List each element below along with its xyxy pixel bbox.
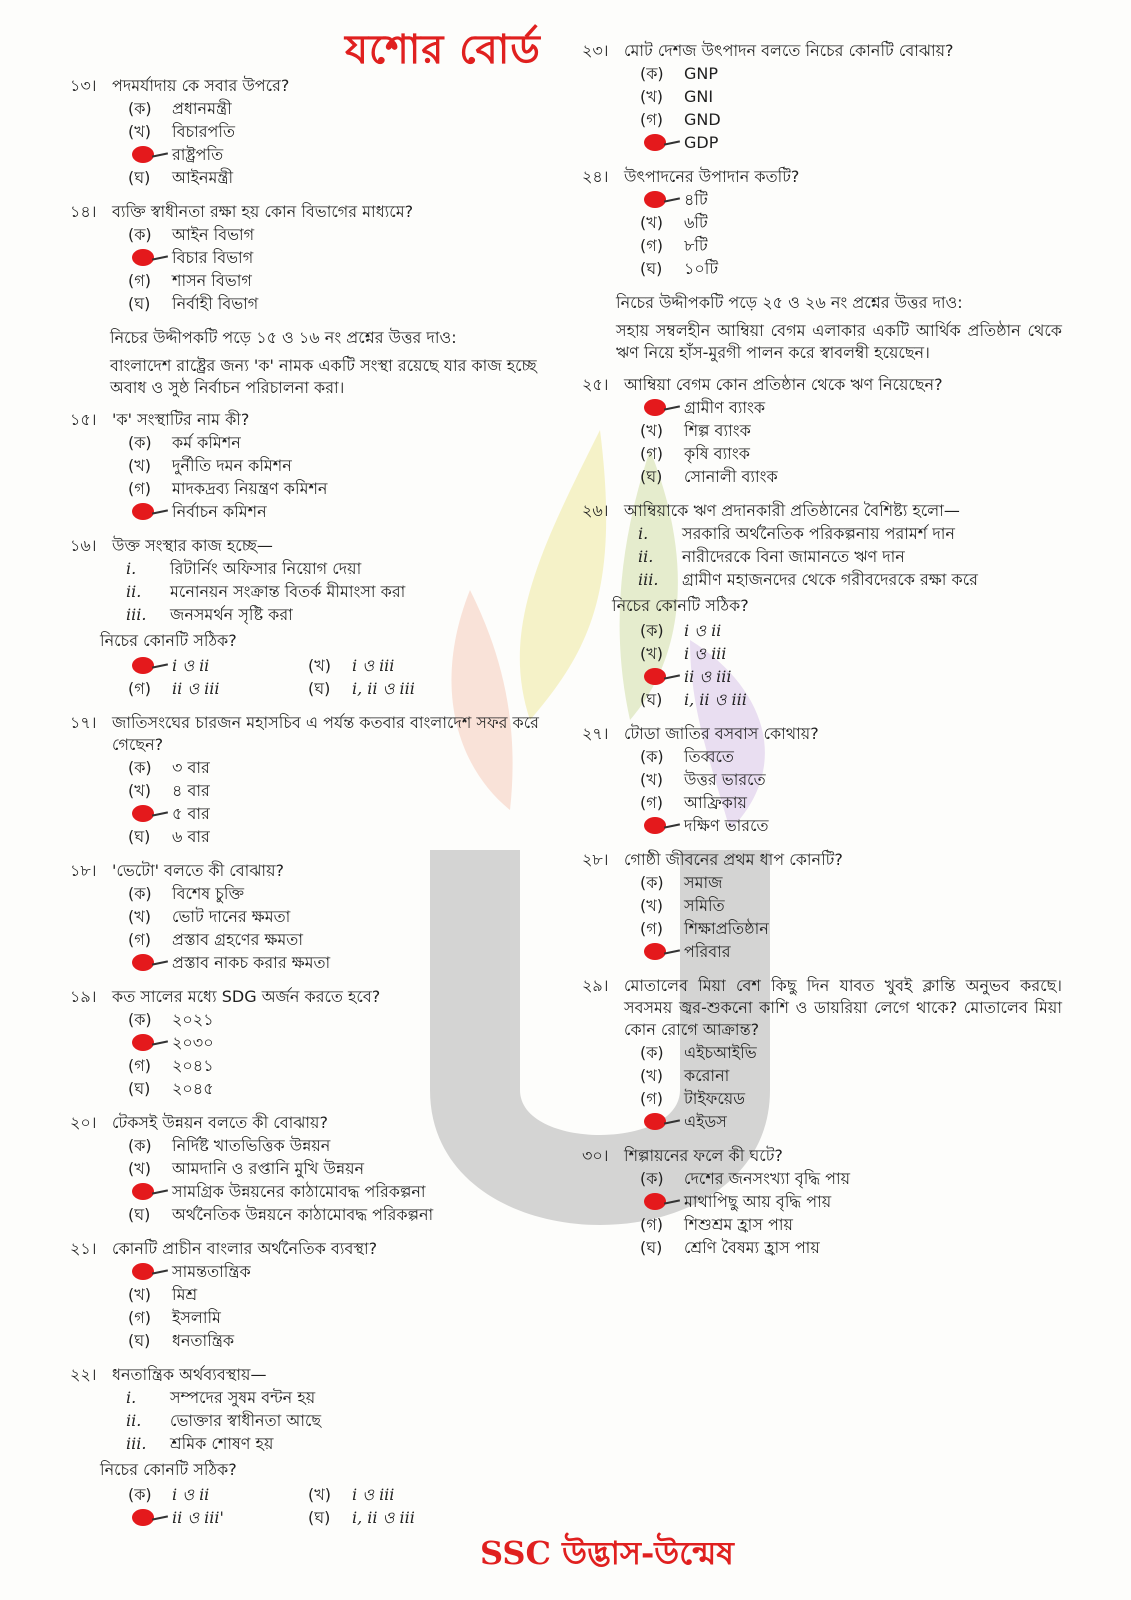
statement-iii: iii. গ্রামীণ মহাজনদের থেকে গরীবদেরকে রক্ষা করে bbox=[638, 570, 978, 589]
question-text: টেকসই উন্নয়ন বলতে কী বোঝায়? bbox=[112, 1113, 328, 1132]
option-grid bbox=[70, 654, 550, 700]
question-number: ১৩। bbox=[70, 76, 97, 95]
question-text: উৎপাদনের উপাদান কতটি? bbox=[624, 167, 800, 186]
question-26 bbox=[582, 500, 1062, 711]
statement-i: i. সরকারি অর্থনৈতিক পরিকল্পনায় পরামর্শ দান bbox=[638, 524, 955, 543]
option-gha-answer: পরিবার bbox=[582, 940, 1062, 963]
option-kha: (খ) মিশ্র bbox=[128, 1285, 198, 1304]
option-ga: (গ) আফ্রিকায় bbox=[640, 793, 747, 812]
option-kha: (খ) i ও iii bbox=[640, 644, 727, 663]
option-ga: (গ) শিক্ষাপ্রতিষ্ঠান bbox=[640, 919, 769, 938]
question-text: ব্যক্তি স্বাধীনতা রক্ষা হয় কোন বিভাগের মাধ্যমে? bbox=[112, 202, 414, 221]
option-kha: (খ) ৬টি bbox=[640, 213, 708, 232]
question-28 bbox=[582, 849, 1062, 963]
question-18 bbox=[70, 860, 550, 974]
option-gha: (ঘ) i, ii ও iii bbox=[308, 1508, 415, 1527]
option-ga-answer: ৫ বার bbox=[70, 802, 550, 825]
question-number: ২৫। bbox=[582, 375, 609, 394]
option-gha: (ঘ) i, ii ও iii bbox=[640, 690, 747, 709]
answer-marker bbox=[644, 134, 666, 151]
question-23 bbox=[582, 40, 1062, 154]
question-number: ১৭। bbox=[70, 713, 97, 732]
board-title: যশোর বোর্ড bbox=[345, 26, 541, 73]
answer-marker bbox=[132, 954, 154, 971]
option-kha: (খ) সমিতি bbox=[640, 896, 725, 915]
question-number: ৩০। bbox=[582, 1146, 609, 1165]
answer-marker bbox=[644, 668, 666, 685]
which-correct: নিচের কোনটি সঠিক? bbox=[100, 1460, 237, 1479]
option-ka: (ক) কর্ম কমিশন bbox=[128, 433, 241, 452]
stimulus-title: নিচের উদ্দীপকটি পড়ে ২৫ ও ২৬ নং প্রশ্নের উত্তর দাও: bbox=[616, 293, 963, 312]
option-ka: (ক) এইচআইভি bbox=[640, 1043, 757, 1062]
answer-marker bbox=[644, 943, 666, 960]
option-ga: (গ) শাসন বিভাগ bbox=[128, 271, 252, 290]
statement-ii: ii. নারীদেরকে বিনা জামানতে ঋণ দান bbox=[638, 547, 905, 566]
option-kha: (খ) i ও iii bbox=[308, 1485, 395, 1504]
question-16 bbox=[70, 535, 550, 700]
option-ka: (ক) প্রধানমন্ত্রী bbox=[128, 99, 232, 118]
option-gha: (ঘ) শ্রেণি বৈষম্য হ্রাস পায় bbox=[640, 1238, 820, 1257]
question-number: ১৫। bbox=[70, 410, 97, 429]
question-text: জাতিসংঘের চারজন মহাসচিব এ পর্যন্ত কতবার বাংলাদেশ সফর করে গেছেন? bbox=[112, 713, 539, 754]
question-number: ২৯। bbox=[582, 976, 609, 995]
option-ka: (ক) i ও ii bbox=[128, 1485, 210, 1504]
answer-marker bbox=[132, 503, 154, 520]
stimulus-body: বাংলাদেশ রাষ্ট্রের জন্য 'ক' নামক একটি সংস্থা রয়েছে যার কাজ হচ্ছে অবাধ ও সুষ্ঠ নির্বাচন পরিচালনা করা। bbox=[110, 356, 537, 397]
question-number: ১৮। bbox=[70, 861, 97, 880]
statement-i: i. রিটার্নিং অফিসার নিয়োগ দেয়া bbox=[126, 559, 362, 578]
question-text: কোনটি প্রাচীন বাংলার অর্থনৈতিক ব্যবস্থা? bbox=[112, 1239, 378, 1258]
option-kha: (খ) GNI bbox=[640, 87, 714, 106]
question-text: 'ভেটো' বলতে কী বোঝায়? bbox=[112, 861, 284, 880]
question-text: পদমর্যাদায় কে সবার উপরে? bbox=[112, 76, 290, 95]
stimulus-15-16 bbox=[70, 327, 550, 399]
option-kha: (খ) শিল্প ব্যাংক bbox=[640, 421, 751, 440]
option-ga: (গ) ৮টি bbox=[640, 236, 708, 255]
option-gha: (ঘ) নির্বাহী বিভাগ bbox=[128, 294, 259, 313]
question-17 bbox=[70, 712, 550, 848]
statement-iii: iii. জনসমর্থন সৃষ্টি করা bbox=[126, 605, 293, 624]
answer-marker bbox=[132, 657, 154, 674]
question-14 bbox=[70, 201, 550, 315]
stimulus-title: নিচের উদ্দীপকটি পড়ে ১৫ ও ১৬ নং প্রশ্নের উত্তর দাও: bbox=[110, 328, 457, 347]
question-text: টোডা জাতির বসবাস কোথায়? bbox=[624, 724, 819, 743]
option-gha-answer: এইডস bbox=[582, 1110, 1062, 1133]
option-kha-answer: ২০৩০ bbox=[70, 1031, 550, 1054]
answer-marker bbox=[132, 1509, 154, 1526]
question-text: আম্বিয়া বেগম কোন প্রতিষ্ঠান থেকে ঋণ নিয়েছেন? bbox=[624, 375, 943, 394]
question-text: ধনতান্ত্রিক অর্থব্যবস্থায়— bbox=[112, 1365, 267, 1384]
question-text: গোষ্ঠী জীবনের প্রথম ধাপ কোনটি? bbox=[624, 850, 843, 869]
option-ka-answer: ৪টি bbox=[582, 188, 1062, 211]
question-30 bbox=[582, 1145, 1062, 1259]
option-kha: (খ) করোনা bbox=[640, 1066, 730, 1085]
statement-iii: iii. শ্রমিক শোষণ হয় bbox=[126, 1434, 274, 1453]
statement-ii: ii. মনোনয়ন সংক্রান্ত বিতর্ক মীমাংসা করা bbox=[126, 582, 406, 601]
question-number: ২৪। bbox=[582, 167, 609, 186]
left-column bbox=[70, 75, 550, 1541]
question-text: কত সালের মধ্যে SDG অর্জন করতে হবে? bbox=[112, 987, 381, 1006]
option-kha: (খ) i ও iii bbox=[308, 656, 395, 675]
question-29 bbox=[582, 975, 1062, 1133]
which-correct: নিচের কোনটি সঠিক? bbox=[612, 596, 749, 615]
question-text: উক্ত সংস্থার কাজ হচ্ছে— bbox=[112, 536, 273, 555]
answer-marker bbox=[644, 817, 666, 834]
option-gha: (ঘ) অর্থনৈতিক উন্নয়নে কাঠামোবদ্ধ পরিকল্পনা bbox=[128, 1205, 434, 1224]
option-ga-answer: ii ও iii bbox=[582, 665, 1062, 688]
option-ga: (গ) ২০৪১ bbox=[128, 1056, 214, 1075]
option-ka: (ক) সমাজ bbox=[640, 873, 723, 892]
answer-marker bbox=[644, 1193, 666, 1210]
question-27 bbox=[582, 723, 1062, 837]
question-number: ১৯। bbox=[70, 987, 97, 1006]
question-text: আম্বিয়াকে ঋণ প্রদানকারী প্রতিষ্ঠানের বৈশিষ্ট্য হলো— bbox=[624, 501, 960, 520]
option-gha-answer: প্রস্তাব নাকচ করার ক্ষমতা bbox=[70, 951, 550, 974]
option-kha: (খ) ৪ বার bbox=[128, 781, 210, 800]
option-ga: (গ) ইসলামি bbox=[128, 1308, 221, 1327]
option-ka: (ক) দেশের জনসংখ্যা বৃদ্ধি পায় bbox=[640, 1169, 851, 1188]
question-number: ২৬। bbox=[582, 501, 609, 520]
option-ka-answer: i ও ii bbox=[128, 654, 308, 677]
question-number: ১৬। bbox=[70, 536, 97, 555]
question-22 bbox=[70, 1364, 550, 1529]
option-ga-answer: সামগ্রিক উন্নয়নের কাঠামোবদ্ধ পরিকল্পনা bbox=[70, 1180, 550, 1203]
right-column bbox=[582, 40, 1062, 1271]
option-ka: (ক) ৩ বার bbox=[128, 758, 210, 777]
option-ka: (ক) তিব্বতে bbox=[640, 747, 734, 766]
question-number: ১৪। bbox=[70, 202, 97, 221]
question-21 bbox=[70, 1238, 550, 1352]
answer-marker bbox=[132, 146, 154, 163]
answer-marker bbox=[132, 1183, 154, 1200]
option-ka: (ক) i ও ii bbox=[640, 621, 722, 640]
option-ka: (ক) আইন বিভাগ bbox=[128, 225, 255, 244]
option-ka: (ক) GNP bbox=[640, 64, 719, 83]
option-ka-answer: গ্রামীণ ব্যাংক bbox=[582, 396, 1062, 419]
option-ka-answer: সামন্ততান্ত্রিক bbox=[70, 1260, 550, 1283]
question-number: ২৮। bbox=[582, 850, 609, 869]
option-gha: (ঘ) ২০৪৫ bbox=[128, 1079, 214, 1098]
option-ka: (ক) বিশেষ চুক্তি bbox=[128, 884, 245, 903]
answer-marker bbox=[644, 399, 666, 416]
option-gha: (ঘ) আইনমন্ত্রী bbox=[128, 168, 234, 187]
option-gha: (ঘ) ১০টি bbox=[640, 259, 719, 278]
question-text: মোট দেশজ উৎপাদন বলতে নিচের কোনটি বোঝায়? bbox=[624, 41, 954, 60]
answer-marker bbox=[132, 805, 154, 822]
question-number: ২৩। bbox=[582, 41, 609, 60]
option-ka: (ক) নির্দিষ্ট খাতভিত্তিক উন্নয়ন bbox=[128, 1136, 331, 1155]
question-number: ২৭। bbox=[582, 724, 609, 743]
option-gha-answer: নির্বাচন কমিশন bbox=[70, 500, 550, 523]
question-text: মোতালেব মিয়া বেশ কিছু দিন যাবত খুবই ক্লান্তি অনুভব করছে। সবসময় জ্বর-শুকনো কাশি ও ডায়রিয়া লেগে থাকে? মোতালেব মিয়া কোন রোগে আক্রান্ত? bbox=[624, 976, 1062, 1039]
statement-i: i. সম্পদের সুষম বন্টন হয় bbox=[126, 1388, 316, 1407]
question-25 bbox=[582, 374, 1062, 488]
option-ga-answer: ii ও iii' bbox=[128, 1506, 308, 1529]
option-kha: (খ) বিচারপতি bbox=[128, 122, 236, 141]
option-ga: (গ) প্রস্তাব গ্রহণের ক্ষমতা bbox=[128, 930, 303, 949]
option-gha-answer: GDP bbox=[582, 131, 1062, 154]
question-text: শিল্পায়নের ফলে কী ঘটে? bbox=[624, 1146, 783, 1165]
option-ga-answer: রাষ্ট্রপতি bbox=[70, 143, 550, 166]
option-kha: (খ) দুর্নীতি দমন কমিশন bbox=[128, 456, 292, 475]
option-ga: (গ) টাইফয়েড bbox=[640, 1089, 746, 1108]
answer-marker bbox=[132, 249, 154, 266]
option-gha: (ঘ) i, ii ও iii bbox=[308, 679, 415, 698]
option-ga: (গ) GND bbox=[640, 110, 721, 129]
answer-marker bbox=[132, 1034, 154, 1051]
option-ka: (ক) ২০২১ bbox=[128, 1010, 214, 1029]
option-kha: (খ) উত্তর ভারতে bbox=[640, 770, 766, 789]
question-number: ২০। bbox=[70, 1113, 97, 1132]
question-15 bbox=[70, 409, 550, 523]
footer-brand: SSC উদ্ভাস-উন্মেষ bbox=[480, 1534, 734, 1572]
question-24 bbox=[582, 166, 1062, 280]
question-13 bbox=[70, 75, 550, 189]
question-text: 'ক' সংস্থাটির নাম কী? bbox=[112, 410, 250, 429]
which-correct: নিচের কোনটি সঠিক? bbox=[100, 631, 237, 650]
option-gha: (ঘ) সোনালী ব্যাংক bbox=[640, 467, 778, 486]
option-gha: (ঘ) ধনতান্ত্রিক bbox=[128, 1331, 235, 1350]
question-number: ২২। bbox=[70, 1365, 97, 1384]
option-ga: (গ) ii ও iii bbox=[128, 679, 220, 698]
option-ga: (গ) শিশুশ্রম হ্রাস পায় bbox=[640, 1215, 793, 1234]
stimulus-25-26 bbox=[582, 292, 1062, 364]
question-19 bbox=[70, 986, 550, 1100]
option-kha: (খ) আমদানি ও রপ্তানি মুখি উন্নয়ন bbox=[128, 1159, 365, 1178]
option-gha-answer: দক্ষিণ ভারতে bbox=[582, 814, 1062, 837]
option-kha-answer: মাথাপিছু আয় বৃদ্ধি পায় bbox=[582, 1190, 1062, 1213]
question-number: ২১। bbox=[70, 1239, 97, 1258]
answer-marker bbox=[132, 1263, 154, 1280]
stimulus-body: সহায় সম্বলহীন আম্বিয়া বেগম এলাকার একটি আর্থিক প্রতিষ্ঠান থেকে ঋণ নিয়ে হাঁস-মুরগী পালন করে স্বাবলম্বী হয়েছেন। bbox=[616, 321, 1062, 362]
option-gha: (ঘ) ৬ বার bbox=[128, 827, 210, 846]
answer-marker bbox=[644, 191, 666, 208]
option-kha-answer: বিচার বিভাগ bbox=[70, 246, 550, 269]
statement-ii: ii. ভোক্তার স্বাধীনতা আছে bbox=[126, 1411, 322, 1430]
option-grid bbox=[70, 1483, 550, 1529]
option-ga: (গ) মাদকদ্রব্য নিয়ন্ত্রণ কমিশন bbox=[128, 479, 328, 498]
answer-marker bbox=[644, 1113, 666, 1130]
option-kha: (খ) ভোট দানের ক্ষমতা bbox=[128, 907, 291, 926]
option-ga: (গ) কৃষি ব্যাংক bbox=[640, 444, 750, 463]
question-20 bbox=[70, 1112, 550, 1226]
